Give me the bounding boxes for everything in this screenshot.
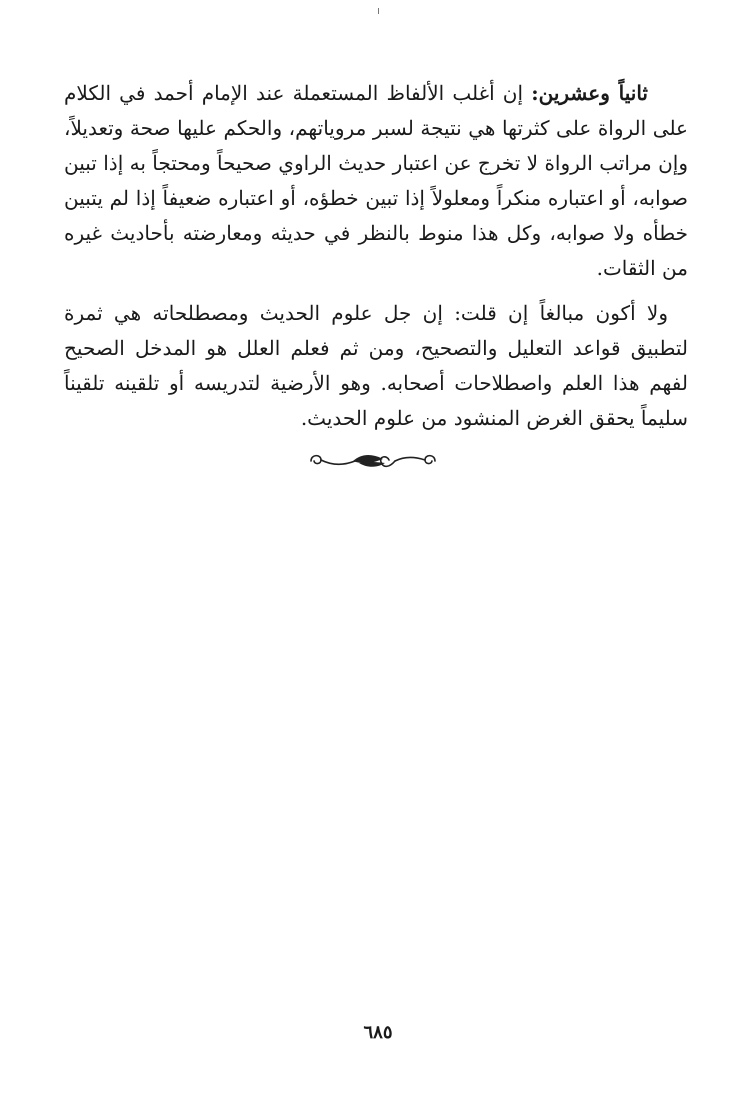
page-number: ٦٨٥ [363, 1022, 393, 1043]
body-text [64, 76, 688, 446]
page-top-mark [378, 8, 379, 14]
paragraph-1 [64, 76, 688, 286]
paragraph-1-text: إن أغلب الألفاظ المستعملة عند الإمام أحمد في الكلام على الرواة على كثرتها هي نتيجة لسبر مروياتهم، والحكم عليها صحة وتعديلاً، وإن مراتب الرواة لا تخرج عن اعتبار حديث الراوي صحيحاً ومحتجاً به إذا تبين صوابه، أو اعتباره منكراً ومعلولاً إذا تبين خطؤه، أو اعتباره ضعيفاً إذا لم يتبين خطأه ولا صوابه، وكل هذا منوط بالنظر في حديثه ومعارضته بأحاديث غيره من الثقات. [64, 81, 688, 280]
calligraphic-ornament-icon [303, 446, 443, 476]
paragraph-2-text: ولا أكون مبالغاً إن قلت: إن جل علوم الحديث ومصطلحاته هي ثمرة لتطبيق قواعد التعليل والتصحيح، ومن ثم فعلم العلل هو المدخل الصحيح لفهم هذا العلم واصطلاحات أصحابه. وهو الأرضية لتدريسه أو تلقينه تلقيناً سليماً يحقق الغرض المنشود من علوم الحديث. [64, 301, 688, 430]
paragraph-2 [64, 296, 688, 436]
paragraph-heading: ثانياً وعشرين: [531, 81, 648, 105]
